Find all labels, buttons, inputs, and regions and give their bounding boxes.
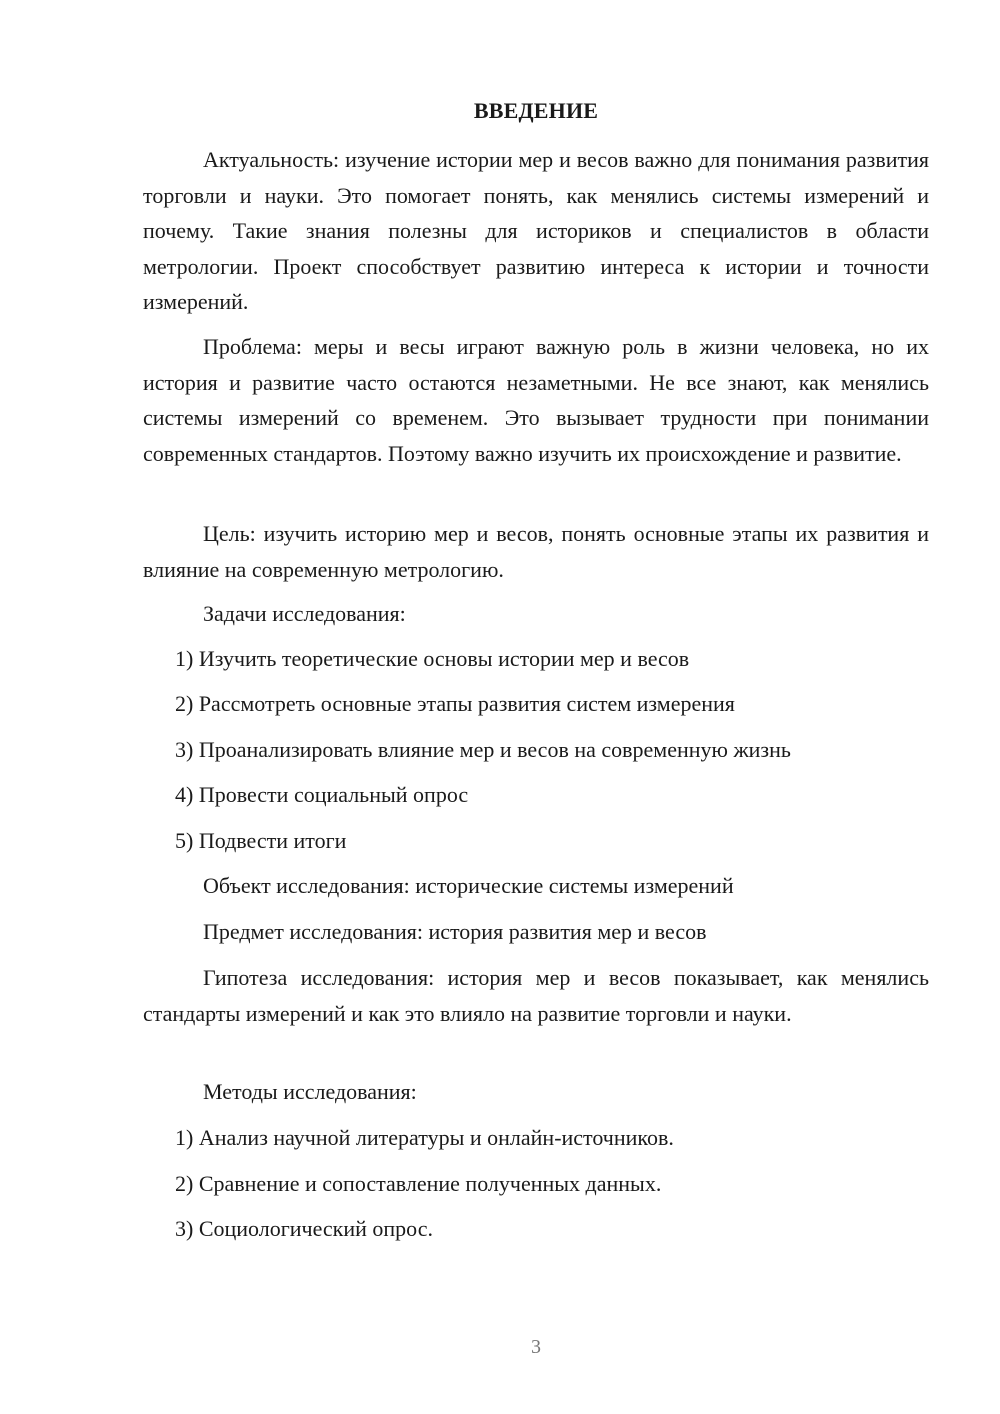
research-subject: Предмет исследования: история развития мер и весов (203, 919, 707, 944)
tasks-heading: Задачи исследования: (203, 601, 406, 626)
hypothesis-paragraph: Гипотеза исследования: история мер и весов показывает, как менялись стандарты измерений и как это влияло на развитие торговли и науки. (143, 965, 929, 1026)
research-object: Объект исследования: исторические системы измерений (203, 873, 734, 898)
methods-heading: Методы исследования: (203, 1079, 417, 1104)
method-item: 2) Сравнение и сопоставление полученных данных. (175, 1171, 662, 1196)
task-item: 1) Изучить теоретические основы истории мер и весов (175, 646, 690, 671)
relevance-paragraph: Актуальность: изучение истории мер и весов важно для понимания развития торговли и науки. Это помогает понять, как менялись системы измерений и почему. Такие знания полезны для историков и специалистов в области метрологии. Проект способствует развитию интереса к истории и точности измерений. (143, 147, 929, 314)
task-item: 5) Подвести итоги (175, 828, 347, 853)
method-item: 1) Анализ научной литературы и онлайн-источников. (175, 1125, 674, 1150)
problem-paragraph: Проблема: меры и весы играют важную роль в жизни человека, но их история и развитие часто остаются незаметными. Не все знают, как менялись системы измерений со временем. Это вызывает трудности при понимании современных стандартов. Поэтому важно изучить их происхождение и развитие. (143, 334, 929, 466)
document-page (143, 0, 929, 1414)
task-item: 3) Проанализировать влияние мер и весов на современную жизнь (175, 737, 791, 762)
goal-paragraph: Цель: изучить историю мер и весов, понять основные этапы их развития и влияние на современную метрологию. (143, 521, 929, 582)
page-number: 3 (531, 1336, 541, 1358)
method-item: 3) Социологический опрос. (175, 1216, 433, 1241)
task-item: 2) Рассмотреть основные этапы развития систем измерения (175, 691, 735, 716)
task-item: 4) Провести социальный опрос (175, 782, 469, 807)
page-title: ВВЕДЕНИЕ (473, 98, 599, 123)
